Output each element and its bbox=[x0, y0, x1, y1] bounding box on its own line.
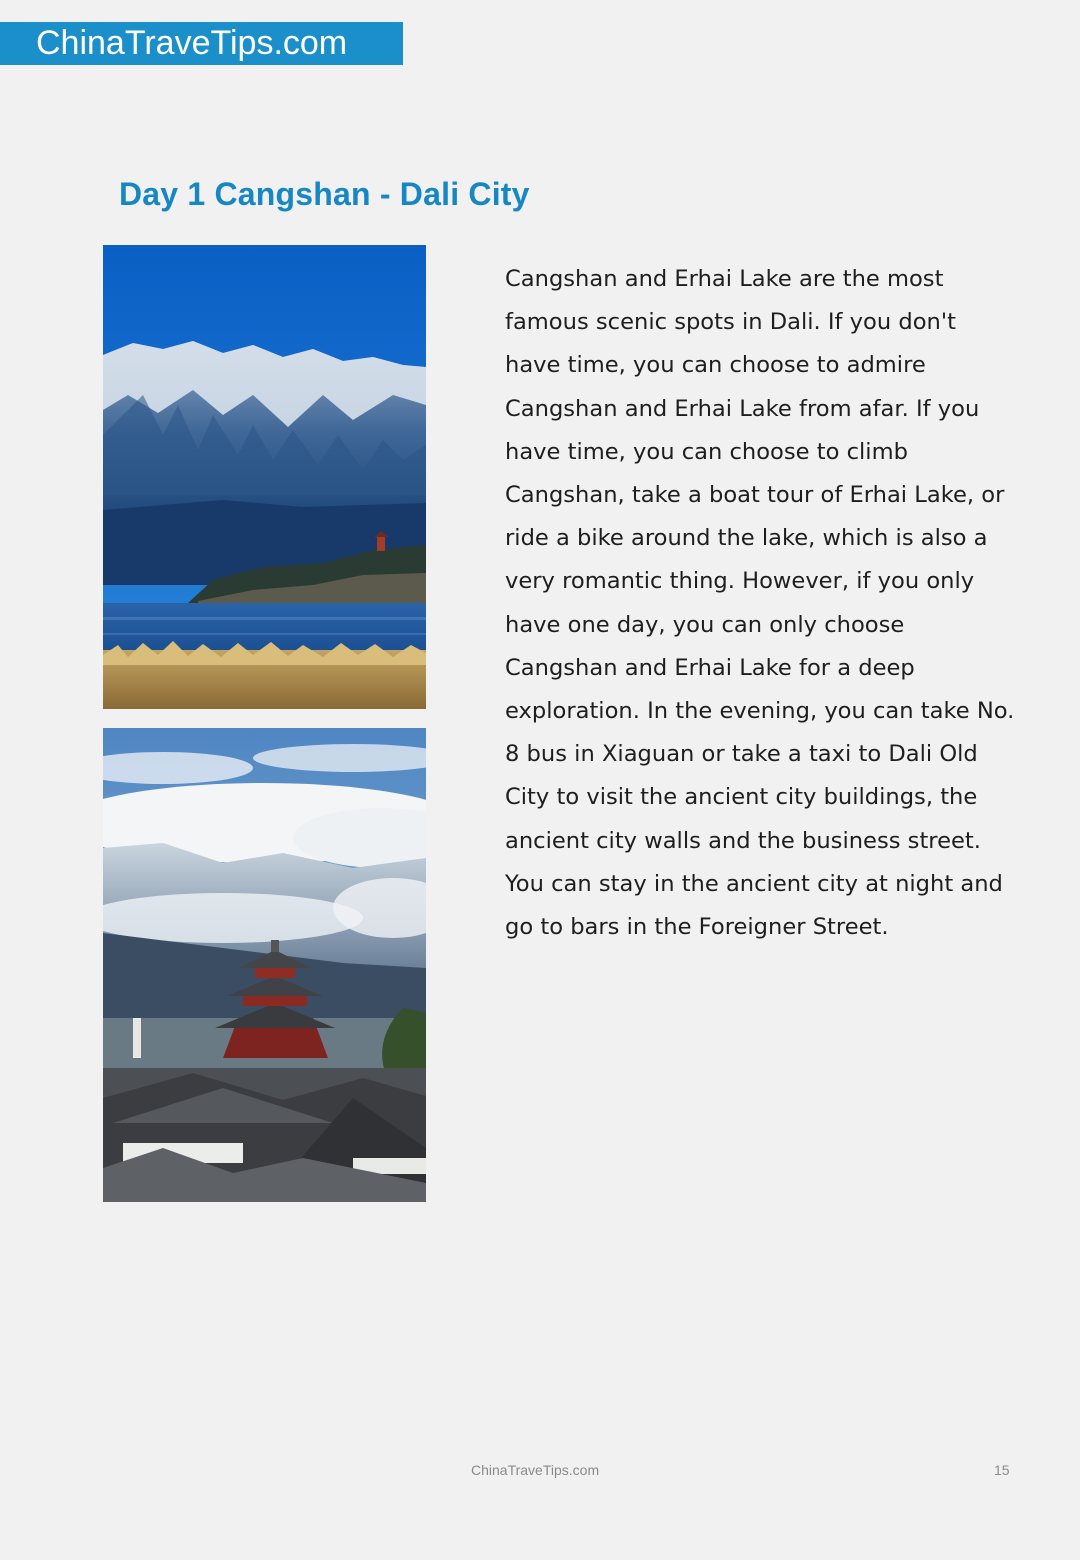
cangshan-erhai-photo bbox=[103, 245, 426, 709]
page-number: 15 bbox=[994, 1462, 1010, 1478]
brand-banner bbox=[0, 22, 403, 65]
footer-site-name: ChinaTraveTips.com bbox=[471, 1462, 600, 1478]
brand-name: ChinaTraveTips.com bbox=[36, 24, 348, 62]
dali-old-city-photo bbox=[103, 728, 426, 1202]
day-title: Day 1 Cangshan - Dali City bbox=[119, 176, 530, 212]
day-description: Cangshan and Erhai Lake are the most famous scenic spots in Dali. If you don't have time, you can choose to admire Cangshan and Erhai Lake from afar. If you have time, you can choose to climb Cangshan, take a boat tour of Erhai Lake, or ride a bike around the lake, which is also a very romantic thing. However, if you only have one day, you can only choose Cangshan and Erhai Lake for a deep exploration. In the evening, you can take No. 8 bus in Xiaguan or take a taxi to Dali Old City to visit the ancient city buildings, the ancient city walls and the business street. You can stay in the ancient city at night and go to bars in the Foreigner Street. bbox=[505, 266, 1015, 941]
